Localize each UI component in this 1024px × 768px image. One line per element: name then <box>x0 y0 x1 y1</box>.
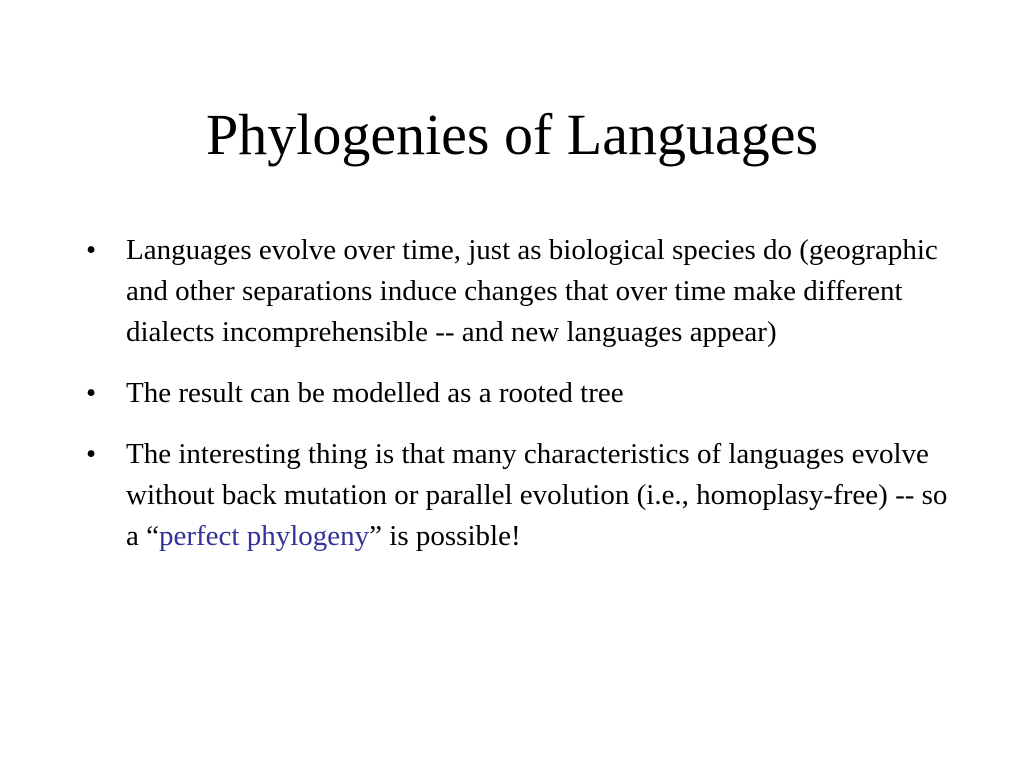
slide-title: Phylogenies of Languages <box>205 102 819 167</box>
bullet-text-before-link: The interesting thing is that many characteristics of languages evolve without back mutation or parallel evolution (i.e., homoplasy-free) -- so a “ <box>126 438 948 552</box>
bullet-icon: • <box>86 377 97 409</box>
bullet-item <box>86 434 956 557</box>
bullet-item <box>86 230 956 353</box>
bullet-text: The result can be modelled as a rooted tree <box>126 377 624 409</box>
bullet-text: Languages evolve over time, just as biological species do (geographic and other separations induce changes that over time make different dialects incomprehensible -- and new languages appear) <box>126 234 938 348</box>
bullet-icon: • <box>86 438 97 470</box>
bullet-icon: • <box>86 234 97 266</box>
bullet-item <box>86 373 956 414</box>
perfect-phylogeny-link[interactable]: perfect phylogeny <box>159 520 370 552</box>
bullet-list <box>86 230 956 577</box>
bullet-text-after-link: ” is possible! <box>369 520 521 552</box>
